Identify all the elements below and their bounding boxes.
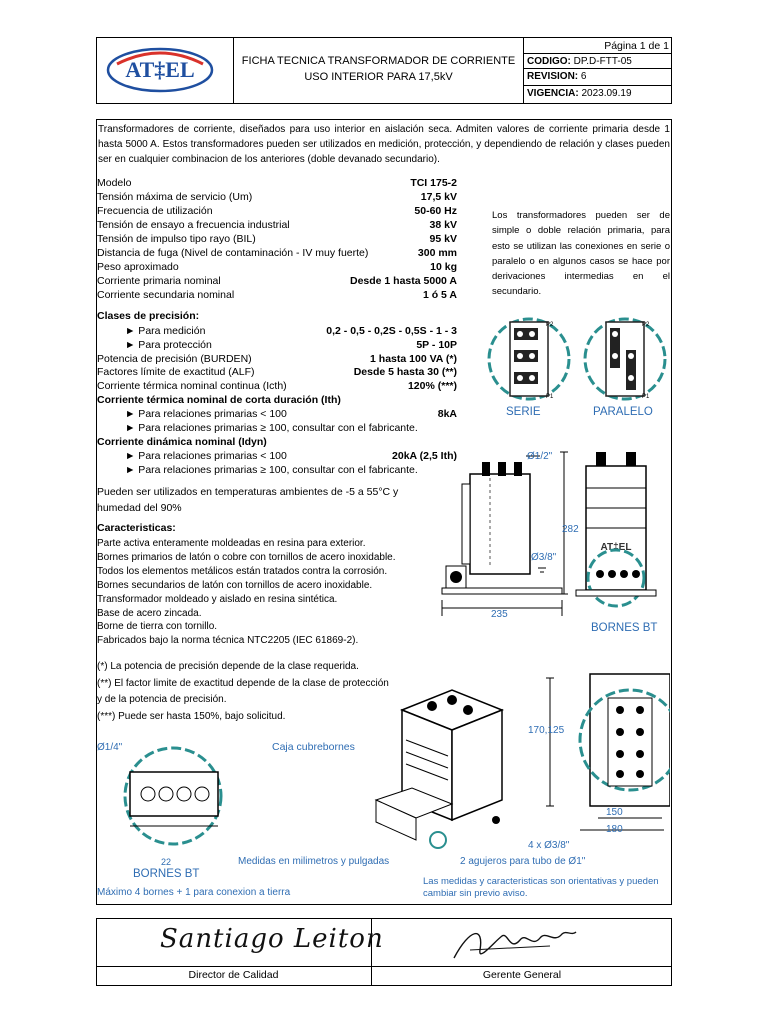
spec-value: Desde 1 hasta 5000 A <box>349 275 457 287</box>
precision-label: ► Para protección <box>125 339 212 351</box>
codigo-value: DP.D-FTT-05 <box>573 56 632 67</box>
dinamica-row-1 <box>97 450 457 464</box>
corta-value: 8kA <box>437 408 457 420</box>
header-row-line-1 <box>523 53 672 54</box>
dinamica-value: 20kA (2,5 Ith) <box>392 450 457 462</box>
precision-label: ► Para medición <box>125 325 206 337</box>
signature-row-line <box>96 966 672 967</box>
temp-note: Pueden ser utilizados en temperaturas ambientes de -5 a 55°C y humedad del 90% <box>97 486 399 514</box>
precision-row-alf <box>97 366 457 380</box>
p2-label: P2 <box>546 322 554 328</box>
precision-row-icth <box>97 380 457 394</box>
vigencia-value: 2023.09.19 <box>581 88 632 99</box>
transformer-side-view <box>440 448 570 624</box>
corta-row-1 <box>97 408 457 422</box>
codigo-label: CODIGO: <box>527 56 571 67</box>
caracteristica-item: Fabricados bajo la norma técnica NTC2205 (IEC 61869-2). <box>97 635 359 646</box>
spec-row-bil <box>97 233 457 247</box>
spec-label: Distancia de fuga (Nivel de contaminación - IV muy fuerte) <box>97 247 369 259</box>
precision-label: Corriente térmica nominal continua (Icth) <box>97 380 287 392</box>
spec-label: Tensión de impulso tipo rayo (BIL) <box>97 233 256 245</box>
left-role: Director de Calidad <box>188 969 279 981</box>
caracteristica-item: Borne de tierra con tornillo. <box>97 621 218 632</box>
vigencia-row <box>527 88 632 99</box>
dim-235: 235 <box>491 609 508 620</box>
spec-label: Frecuencia de utilización <box>97 205 213 217</box>
precision-heading: Clases de precisión: <box>97 310 200 322</box>
dim-4x38: 4 x Ø3/8" <box>528 840 570 851</box>
left-signature: Santiago Leiton <box>160 924 384 954</box>
revision-row <box>527 71 586 82</box>
intro-paragraph: Transformadores de corriente, diseñados para uso interior en aislación seca. Admiten valores de corriente primaria desde 1 hasta 5000 A. Estos transformadores pueden ser utilizados en medición, protección, y dependiendo de relación y clases pueden ser en cualquier combinacion de los anteriores (doble devanado secundario). <box>98 124 670 165</box>
precision-row-proteccion <box>97 339 457 353</box>
precision-row-burden <box>97 353 457 367</box>
spec-row-ensayo <box>97 219 457 233</box>
side-note: Los transformadores pueden ser de simple o doble relación primaria, para esto se utilizan las conexiones en serie o paralelo o en algunos casos se hace por derivaciones intermedias en el secundario. <box>492 210 670 298</box>
caracteristica-item: Base de acero zincada. <box>97 608 202 619</box>
dim-quarter-inch: Ø1/4" <box>97 742 123 753</box>
precision-value: 0,2 - 0,5 - 0,2S - 0,5S - 1 - 3 <box>326 325 457 337</box>
transformer-isometric-view <box>372 680 522 850</box>
bornes-bt-label-2: BORNES BT <box>133 868 200 880</box>
front-logo-text: AT‡EL <box>600 542 632 553</box>
spec-row-secundaria <box>97 289 457 303</box>
paralelo-label: PARALELO <box>593 406 653 418</box>
precision-label: Potencia de precisión (BURDEN) <box>97 353 252 365</box>
logo-text: AT‡EL <box>125 57 195 82</box>
max-bornes-note: Máximo 4 bornes + 1 para conexion a tierra <box>97 887 291 898</box>
precision-value: 1 hasta 100 VA (*) <box>370 353 457 365</box>
header-divider-2 <box>523 37 524 104</box>
note-line: (**) El factor limite de exactitud depende de la clase de protección <box>97 678 389 689</box>
paralelo-diagram <box>580 314 670 404</box>
caracteristica-item: Todos los elementos metálicos están tratados contra la corrosión. <box>97 566 388 577</box>
spec-value: 1 ó 5 A <box>422 289 457 301</box>
corta-heading: Corriente térmica nominal de corta duración (Ith) <box>97 394 341 406</box>
note-line: (*) La potencia de precisión depende de la clase requerida. <box>97 661 359 672</box>
spec-value: 50-60 Hz <box>414 205 457 217</box>
spec-label: Peso aproximado <box>97 261 179 273</box>
bornes-bt-label: BORNES BT <box>591 622 658 634</box>
spec-label: Tensión máxima de servicio (Um) <box>97 191 253 203</box>
spec-row-primaria <box>97 275 457 289</box>
corta-row-2: ► Para relaciones primarias ≥ 100, consultar con el fabricante. <box>125 422 418 434</box>
precision-value: 5P - 10P <box>416 339 457 351</box>
serie-label: SERIE <box>506 406 541 418</box>
bornes-bt-detail <box>118 742 228 854</box>
medidas-note: Medidas en milimetros y pulgadas <box>238 856 390 867</box>
header-row-line-3 <box>523 85 672 86</box>
page-number: Página 1 de 1 <box>604 40 669 52</box>
p1-label: P1 <box>642 394 650 400</box>
dim-150: 150 <box>606 807 623 818</box>
corta-label: ► Para relaciones primarias < 100 <box>125 408 287 420</box>
spec-label: Modelo <box>97 177 132 189</box>
dinamica-label: ► Para relaciones primarias < 100 <box>125 450 287 462</box>
p1-label: P1 <box>546 394 554 400</box>
precision-value: 120% (***) <box>407 380 457 392</box>
precision-value: Desde 5 hasta 30 (**) <box>353 366 457 378</box>
spec-row-peso <box>97 261 457 275</box>
doc-title-line2: USO INTERIOR PARA 17,5kV <box>304 71 453 83</box>
spec-value: 38 kV <box>429 219 457 231</box>
spec-value: 17,5 kV <box>420 191 457 203</box>
spec-row-um <box>97 191 457 205</box>
vigencia-label: VIGENCIA: <box>527 88 579 99</box>
dinamica-heading: Corriente dinámica nominal (Idyn) <box>97 436 267 448</box>
note-line: y de la potencia de precisión. <box>97 694 227 705</box>
p2-label: P2 <box>642 322 650 328</box>
dim-170: 170,125 <box>528 725 565 736</box>
caracteristica-item: Parte activa enteramente moldeadas en resina para exterior. <box>97 538 366 549</box>
right-role: Gerente General <box>482 969 562 981</box>
caracteristicas-heading: Caracteristicas: <box>97 522 176 534</box>
spec-row-fuga <box>97 247 457 261</box>
spec-label: Corriente secundaria nominal <box>97 289 235 301</box>
codigo-row <box>527 56 632 67</box>
dim-282: 282 <box>562 524 579 535</box>
transformer-base-view <box>540 670 670 840</box>
spec-value: TCI 175-2 <box>410 177 457 189</box>
revision-label: REVISION: <box>527 71 579 82</box>
disclaimer-note: Las medidas y caracteristicas son orientativas y pueden cambiar sin previo aviso. <box>423 876 659 899</box>
spec-value: 300 mm <box>417 247 457 259</box>
atel-logo <box>105 46 215 94</box>
spec-row-modelo <box>97 177 457 191</box>
caja-cubrebornes-label: Caja cubrebornes <box>272 741 355 753</box>
dim-half-inch: Ø1/2" <box>527 451 553 462</box>
precision-label: Factores límite de exactitud (ALF) <box>97 366 255 378</box>
dim-22: 22 <box>161 857 172 867</box>
spec-label: Corriente primaria nominal <box>97 275 221 287</box>
caracteristica-item: Bornes primarios de latón o cobre con tornillos de acero inoxidable. <box>97 552 396 563</box>
caracteristica-item: Bornes secundarios de latón con tornillos de acero inoxidable. <box>97 580 373 591</box>
agujeros-note: 2 agujeros para tubo de Ø1" <box>460 856 586 867</box>
dim-38-side: Ø3/8" <box>531 552 557 563</box>
revision-value: 6 <box>580 71 587 82</box>
note-line: (***) Puede ser hasta 150%, bajo solicitud. <box>97 711 286 722</box>
dim-180: 180 <box>606 824 623 835</box>
caracteristica-item: Transformador moldeado y aislado en resina sintética. <box>97 594 338 605</box>
precision-row-medicion <box>97 325 457 339</box>
doc-title-line1: FICHA TECNICA TRANSFORMADOR DE CORRIENTE <box>241 55 516 67</box>
header-row-line-2 <box>523 68 672 69</box>
spec-row-frecuencia <box>97 205 457 219</box>
serie-diagram <box>484 314 574 404</box>
right-signature <box>450 922 580 964</box>
spec-value: 95 kV <box>429 233 457 245</box>
dinamica-row-2: ► Para relaciones primarias ≥ 100, consultar con el fabricante. <box>125 464 418 476</box>
spec-label: Tensión de ensayo a frecuencia industrial <box>97 219 290 231</box>
spec-value: 10 kg <box>430 261 457 273</box>
